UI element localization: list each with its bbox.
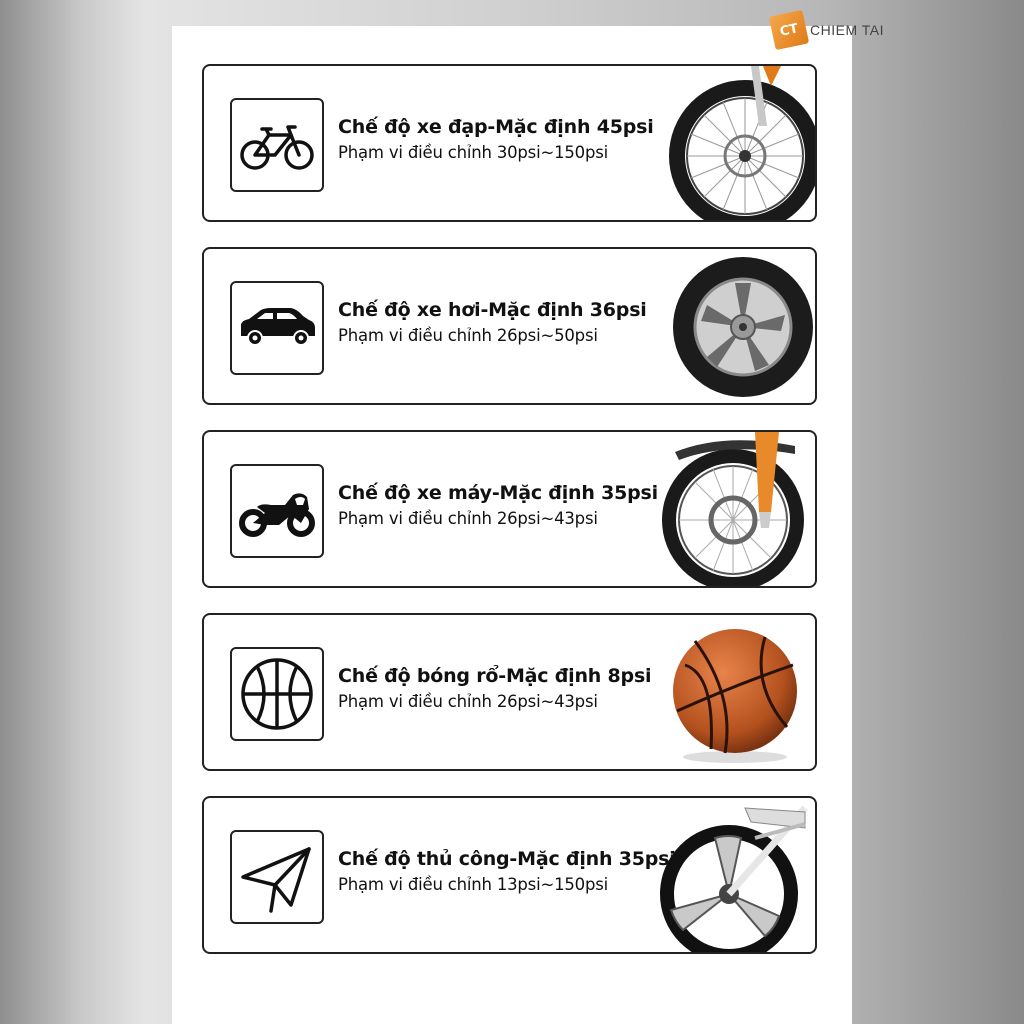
mode-title: Chế độ xe đạp-Mặc định 45psi — [338, 116, 654, 138]
mode-title: Chế độ bóng rổ-Mặc định 8psi — [338, 665, 652, 687]
mode-range: Phạm vi điều chỉnh 13psi~150psi — [338, 875, 609, 894]
mode-card-car — [202, 247, 817, 405]
car-icon — [230, 281, 324, 375]
mode-range: Phạm vi điều chỉnh 26psi~43psi — [338, 509, 598, 528]
mode-range: Phạm vi điều chỉnh 26psi~43psi — [338, 692, 598, 711]
mode-title: Chế độ xe hơi-Mặc định 36psi — [338, 299, 647, 321]
brand-name: CHIEM TAI — [810, 22, 884, 38]
ct-logo-icon: CT — [769, 10, 809, 50]
basketball-icon — [230, 647, 324, 741]
mode-title: Chế độ thủ công-Mặc định 35psi — [338, 848, 676, 870]
car-tire-photo — [655, 249, 815, 403]
mag-bike-wheel-photo — [655, 798, 815, 952]
bicycle-wheel-photo — [655, 66, 815, 220]
mode-card-manual — [202, 796, 817, 954]
motorcycle-icon — [230, 464, 324, 558]
mode-card-motorcycle — [202, 430, 817, 588]
mode-card-basketball — [202, 613, 817, 771]
mode-card-bicycle — [202, 64, 817, 222]
motorcycle-wheel-photo — [655, 432, 815, 586]
mode-range: Phạm vi điều chỉnh 30psi~150psi — [338, 143, 609, 162]
paper-plane-icon — [230, 830, 324, 924]
bicycle-icon — [230, 98, 324, 192]
mode-range: Phạm vi điều chỉnh 26psi~50psi — [338, 326, 598, 345]
basketball-photo — [655, 615, 815, 769]
mode-title: Chế độ xe máy-Mặc định 35psi — [338, 482, 658, 504]
brand-logo — [772, 12, 884, 48]
